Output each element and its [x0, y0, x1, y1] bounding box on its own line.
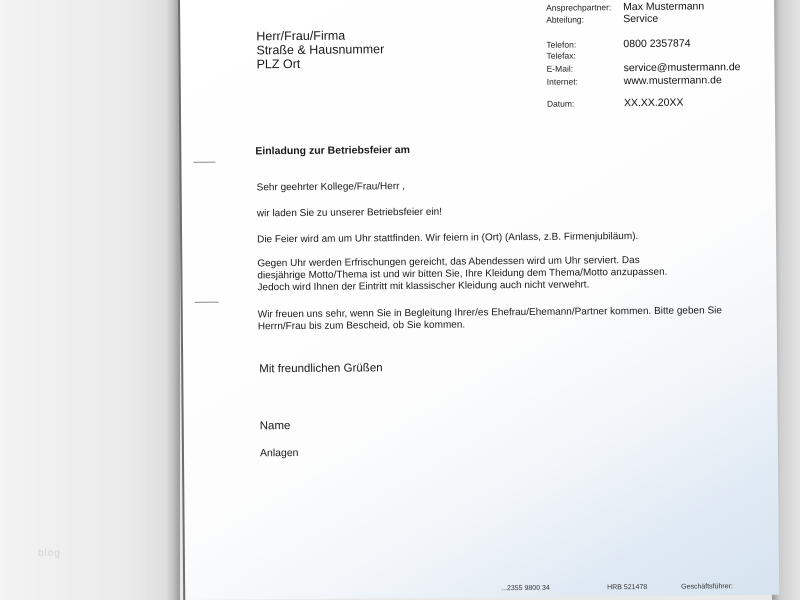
paragraph-line: Jedoch wird Ihnen der Eintritt mit klassischer Kleidung auch nicht verwehrt.	[257, 279, 590, 294]
recipient-address	[256, 28, 384, 71]
paragraph-line: Herrn/Frau bis zum Bescheid, ob Sie kommen.	[257, 319, 466, 333]
footer-account: ...2355 9800 34	[501, 584, 550, 593]
attachments-label: Anlagen	[259, 446, 299, 460]
contact-value: service@mustermann.de	[623, 61, 741, 75]
contact-label: E-Mail:	[546, 63, 574, 74]
contact-value: www.mustermann.de	[623, 74, 722, 88]
recipient-line: Straße & Hausnummer	[256, 42, 385, 58]
intro-line: wir laden Sie zu unserer Betriebsfeier ein!	[256, 206, 443, 220]
contact-label: Telefon:	[546, 39, 577, 50]
dinner-paragraph	[257, 255, 667, 295]
recipient-line: PLZ Ort	[256, 56, 301, 72]
rsvp-paragraph	[258, 305, 722, 333]
fold-mark-middle	[195, 302, 219, 303]
fold-mark-top	[193, 162, 215, 163]
paragraph-line: Wir freuen uns sehr, wenn Sie in Begleitung Ihrer/es Ehefrau/Ehemann/Partner kommen. Bitte geben Sie	[257, 305, 722, 321]
closing-greeting: Mit freundlichen Grüßen	[259, 362, 383, 376]
contact-label: Datum:	[546, 98, 575, 109]
letter-subject: Einladung zur Betriebsfeier am	[255, 143, 410, 158]
salutation: Sehr geehrter Kollege/Frau/Herr ,	[256, 181, 406, 194]
contact-label: Ansprechpartner:	[546, 2, 612, 13]
left-background	[0, 0, 178, 600]
event-line: Die Feier wird am um Uhr stattfinden. Wir feiern in (Ort) (Anlass, z.B. Firmenjubiläum).	[257, 230, 639, 246]
contact-label: Internet:	[546, 76, 578, 87]
contact-value: 0800 2357874	[623, 37, 691, 51]
recipient-line: Herr/Frau/Firma	[256, 28, 346, 44]
footer-ceo-label: Geschäftsführer:	[681, 583, 733, 591]
paragraph-line: diesjährige Motto/Thema ist und wir bitten Sie, Ihre Kleidung dem Thema/Motto anzupassen.	[257, 266, 668, 282]
watermark: blog	[38, 548, 61, 559]
contact-label: Telefax:	[546, 50, 576, 61]
signature-name: Name	[259, 420, 291, 433]
contact-value: XX.XX.20XX	[623, 96, 684, 110]
letter-page	[178, 0, 779, 600]
contact-label: Abteilung:	[546, 14, 585, 25]
footer-hrb: HRB 521478	[607, 583, 648, 592]
contact-value: Service	[623, 12, 659, 26]
contact-value: Max Mustermann	[623, 0, 705, 14]
paragraph-line: Gegen Uhr werden Erfrischungen gereicht, das Abendessen wird um Uhr serviert. Das	[257, 254, 640, 270]
